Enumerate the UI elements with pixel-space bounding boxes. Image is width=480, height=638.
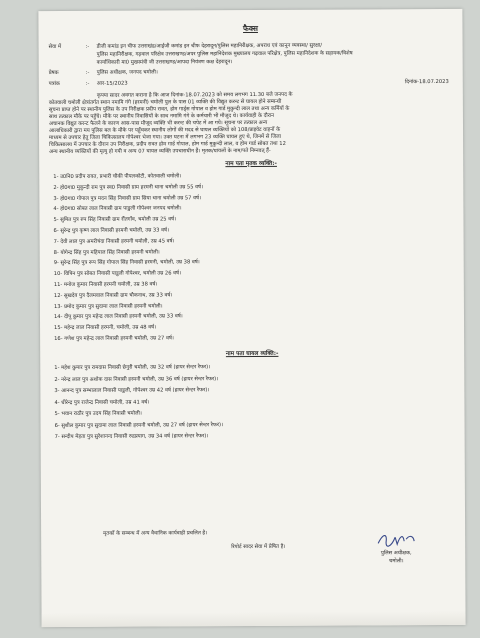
body-line: अचानक विद्युत करन्ट फैलने के कारण आस-पास मौजूद व्यक्ति भी करन्ट की चपेट में आ गये। सूचना पर तत्काल अन्य [48,119,268,128]
closing-line: रिपोर्ट सादर सेवा में प्रेषित है। [231,543,286,551]
fax-document [38,9,465,627]
body-line: अन्य स्थानीय व्यक्तियों की मृत्यु हो गयी व अन्य 07 घायल व्यक्ति उपचाराधीन हैं। मृतक/घायलों के नाम/पते निम्नवत् हैं- [49,147,271,156]
injured-section-title: नाम पता घायल व्यक्ति:- [225,350,279,358]
signature-district: चमोली। [388,558,404,565]
from-label: प्रेषक [48,70,59,77]
list-item: 6- सुशील कुमार पुत्र सुदामा लाल निवासी हरमनी चमोली, उम्र 27 वर्ष (हायर सेन्टर रैफर)। [54,421,224,429]
list-item: 10- विपिन पुत्र सोबत निवासी पाडुली गोपेश्वर, चमोली उम्र 26 वर्ष। [53,270,182,278]
list-item: 2- नरेन्द्र लाल पुत्र अशोक दास निवासी हरमनी चमोली, उम्र 36 वर्ष (हायर सेन्टर रैफर)। [54,375,219,383]
list-item: 14- दीपू कुमार पुत्र महेन्द्र लाल निवासी हरमनी चमोली, उम्र 33 वर्ष। [53,313,183,321]
list-item: 9- सुरेन्द्र सिंह पुत्र रूप सिंह गोपाल सिंह निवासी हरमनी, चमोली, उम्र 38 वर्ष। [53,259,200,267]
dead-section-title: नाम पता मृतक व्यक्ति:- [225,160,277,168]
list-item: 6- सुरेन्द्र पुत्र कृष्ण लाल निवासी हरमनी चमोली, उम्र 33 वर्ष। [53,227,169,235]
list-item: 13- प्रमोद कुमार पुत्र सुदामा लाल निवासी हरमनी चमोली। [53,303,163,310]
list-item: 12- सुखदेव पुत्र दैलमवाल निवासी ग्राम चौकनाथ, उम्र 33 वर्ष। [53,292,173,299]
to-label: सेवा में [48,43,62,51]
list-item: 7- देवी लाल पुत्र अमरीचंदा निवासी हरमनी चमोली, उम्र 45 वर्ष। [53,238,175,245]
ref-colon: :- [85,80,90,87]
list-item: 4- हो0गा0 सोबत लाल निवासी ग्राम पाडुली गोपेश्वर जनपद चमोली। [53,205,182,213]
paper-edge [42,611,466,627]
body-line: चिकित्सालय में उपचार के दौरान उप निरीक्षक, प्रदीप रावत होम गार्ड गोपाल, होम गार्ड मुकुन्दी लाल, व होम गार्ड सोबत तथा 12 [49,140,286,149]
body-line: सूचना प्राप्त होने पर स्थानीय पुलिस के उप निरीक्षक प्रदीप रावत, होम गार्ड्स गोपाल व होम गार्ड मुकुन्दी लाल तथा अन्य कर्मियों के [48,105,290,114]
list-item: 16- गणेश पुत्र महेन्द्र लाल निवासी हरमनी चमोली, उम्र 27 वर्ष। [54,335,174,342]
list-item: 3- आनन्द पुत्र सम्भालाल निवासी पाडुली, गोपेश्वर उम्र 42 वर्ष (हायर सेन्टर रैफर)। [54,387,210,395]
ref-date: दिनांक-18.07.2023 [404,78,449,86]
body-line: माध्यम से उपचार हेतु जिला चिकित्सालय गोपेश्वर भेजा गया। उक्त घटना में लगभग 23 व्यक्ति घायल हुए थे, जिनमें से जिला [49,133,282,142]
from-value: पुलिस अधीक्षक, जनपद चमोली। [96,69,158,76]
signature-block [361,549,431,565]
list-item: 5- सुमित पुत्र रुप सिंह निवासी ग्राम रौंतगाँव, चमोली उम्र 25 वर्ष। [53,216,177,224]
list-item: 15- महेन्द्र लाल निवासी हरमनी, चमोली, उम्र 48 वर्ष। [54,324,157,332]
body-line: आलाधिकारी द्वारा मय पुलिस बल के मौके पर पहुँचकर स्थानीय लोगों की मदद से घायल व्यक्तियों को 108/प्राइवेट वाहनों के [49,126,281,135]
body-line: कोतवाली चमोली क्षेत्रांतर्गत स्थान नमामि गंगे (हरमनी) चमोली पुल के पास 01 व्यक्ति की विद्युत करन्ट से घायल होने सम्बन्धी [48,98,282,107]
to-colon: :- [85,43,90,50]
closing-line: मृतकों के सम्बन्ध में अन्य वैधानिक कार्यवाही प्रचलित है। [103,530,208,537]
dead-list [53,171,204,345]
list-item: 5- भवान राठौर पुत्र उदय सिंह निवासी चमोली। [54,410,142,418]
signature-designation: पुलिस अधीक्षक, [380,550,412,557]
to-line: डीजी कमांड इन चीफ उत्तराखंड/आईजी कमांड इन चीफ देहरादून/पुलिस महानिरीक्षक, अपराध एवं कानून व्यवस्था/ सुरक्षा/ [96,42,322,50]
from-colon: :- [85,69,90,76]
body-paragraph [49,92,293,156]
ref-label: पत्रांक [48,81,60,88]
list-item: 3- हो0गा0 गोपाल पुत्र मदन सिंह निवासी ग्राम सिया थाना चमोली उम्र 57 वर्ष। [53,194,201,202]
body-line: साथ तत्काल मौके पर पहुँचे। मौके पर स्थानीय निवासियों के साथ नमामि गंगे के कर्मचारी भी मौजूद थे। कार्यवाही के दौरान [48,112,275,121]
to-line: पुलिस महानिरीक्षक, गढ़वाल परिक्षेत्र उत्तराखण्ड/अपर पुलिस महानिदेशक मुख्यालय गढ़वाल परिक्षेत्र, पुलिस महानिदेशक के सहायक/विशेष [96,50,353,58]
document-title: फैक्स [243,23,258,34]
to-line: कार्याधिकारी मा0 मुख्यमंत्री जी उत्तराखण्ड/आपदा नियंत्रण कक्ष देहरादून। [96,59,233,66]
signature-scribble [375,529,417,551]
injured-list [54,362,223,443]
list-item: 1- महेश कुमार पुत्र रामदास निवासी छेनुरी चमोली, उम्र 32 वर्ष (हायर सेन्टर रैफर)। [54,364,211,372]
list-item: 8- योगेन्द्र सिंह पुत्र महिपाल सिंह निवासी हरमनी चमोली। [53,249,160,256]
list-item: 4- धीरेन्द्र पुत्र राजेन्द्र निवासी चमोली, उम्र 41 वर्ष। [54,399,150,406]
list-item: 1- उ0नि0 प्रदीप रावत, प्रभारी चौकी पीपलकोटी, कोतवाली चमोली। [53,173,182,181]
list-item: 2- हो0गा0 मुकुन्दी राम पुत्र स्व0 निवासी ग्राम हरमनी थाना चमोली उम्र 55 वर्ष। [53,184,204,191]
ref-number: आर-15/2023 [96,80,128,87]
list-item: 11- मनोज कुमार निवासी हरमनी चमोली, उम्र 38 वर्ष। [53,281,158,289]
list-item: 7- सन्दीप मेहता पुत्र सुरेशानन्द निवासी रुद्रप्रयाग, उम्र 34 वर्ष (हायर सेन्टर रैफर)। [54,433,209,441]
body-line: कृपया सादर अवगत कराना है कि आज दिनांक-18.07.2023 को समय लगभग 11.30 बजे जनपद के [96,91,293,99]
